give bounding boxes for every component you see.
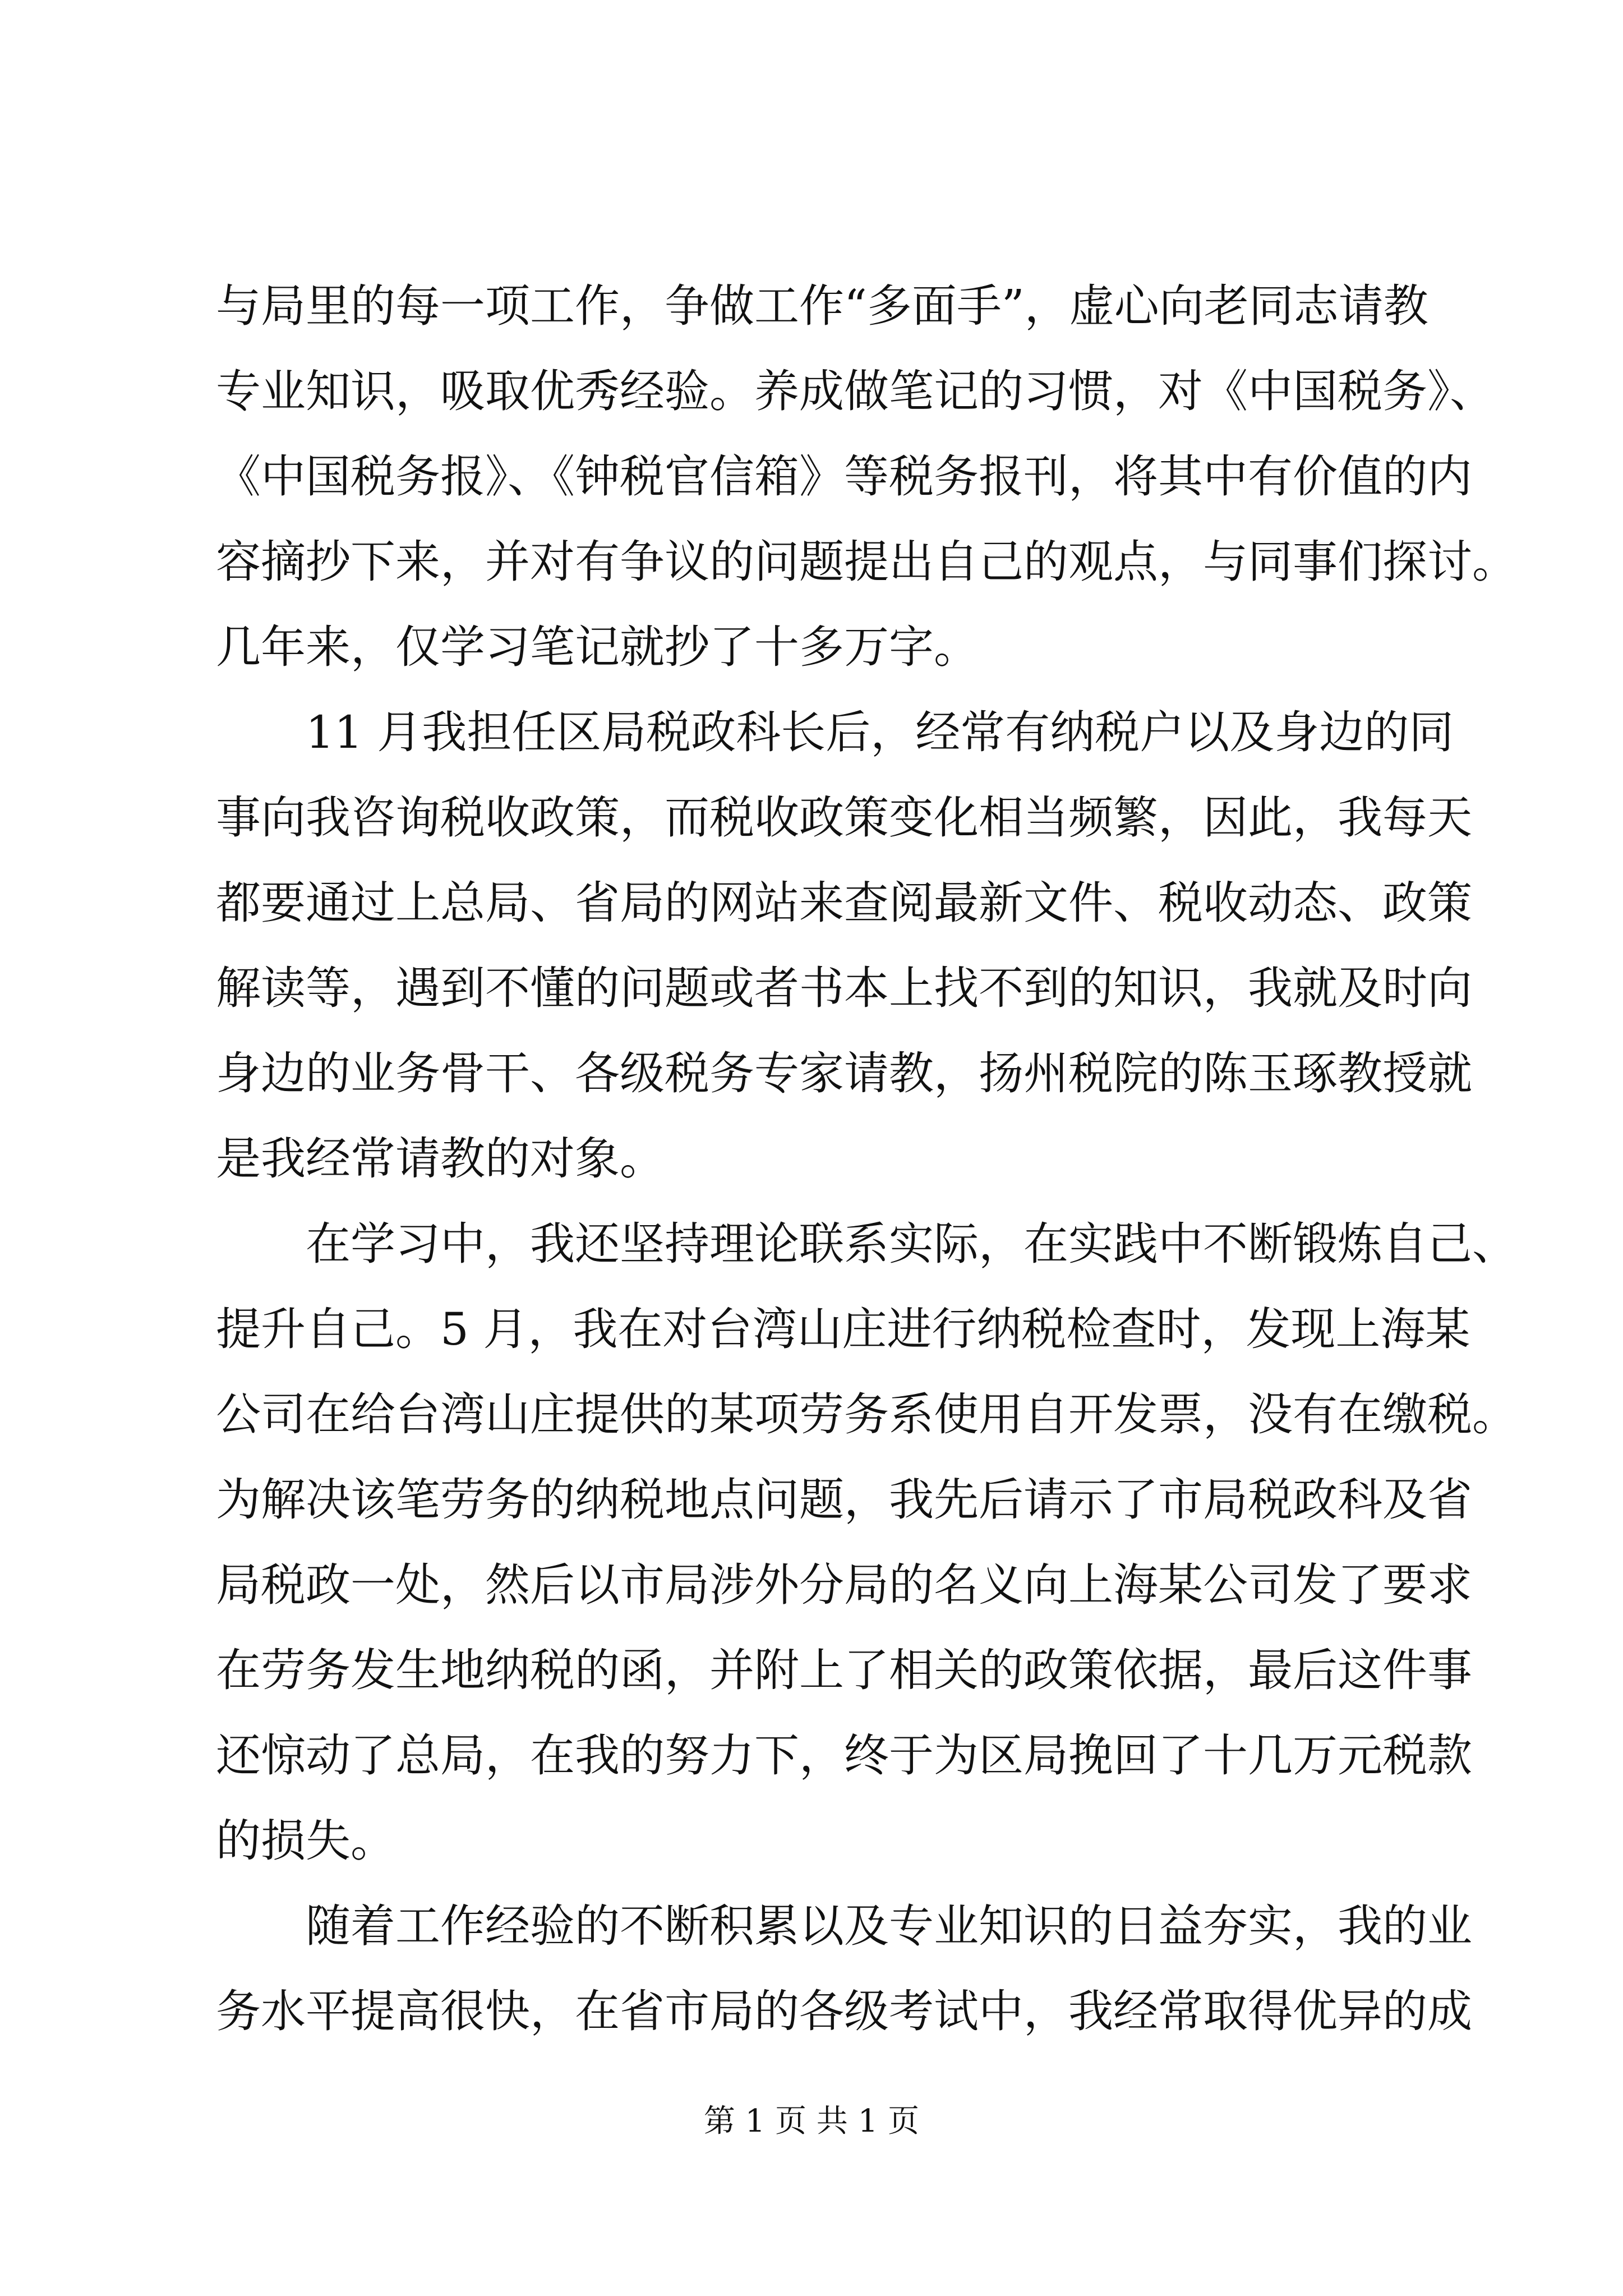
text-line: 容摘抄下来，并对有争议的问题提出自己的观点，与同事们探讨。 bbox=[216, 536, 1517, 588]
text-line: 务水平提高很快，在省市局的各级考试中，我经常取得优异的成 bbox=[216, 1985, 1472, 2037]
text-line: 在劳务发生地纳税的函，并附上了相关的政策依据，最后这件事 bbox=[216, 1644, 1472, 1696]
text-line: 的损失。 bbox=[216, 1815, 395, 1867]
paragraph-first-line: 在学习中，我还坚持理论联系实际，在实践中不断锻炼自己、 bbox=[306, 1218, 1517, 1270]
text-line: 专业知识，吸取优秀经验。养成做笔记的习惯，对《中国税务》、 bbox=[216, 365, 1495, 417]
text-line: 《中国税务报》、《钟税官信箱》等税务报刊，将其中有价值的内 bbox=[216, 450, 1472, 503]
text-line: 解读等，遇到不懂的问题或者书本上找不到的知识，我就及时向 bbox=[216, 962, 1472, 1014]
page-number-footer: 第 1 页 共 1 页 bbox=[703, 2103, 920, 2139]
paragraph-first-line: 11 月我担任区局税政科长后，经常有纳税户以及身边的同 bbox=[306, 706, 1454, 758]
text-line: 都要通过上总局、省局的网站来查阅最新文件、税收动态、政策 bbox=[216, 877, 1472, 929]
text-line: 与局里的每一项工作，争做工作“多面手”，虚心向老同志请教 bbox=[216, 280, 1428, 332]
text-line: 提升自己。5 月，我在对台湾山庄进行纳税检查时，发现上海某 bbox=[216, 1303, 1470, 1355]
text-line: 为解决该笔劳务的纳税地点问题，我先后请示了市局税政科及省 bbox=[216, 1474, 1472, 1526]
text-line: 公司在给台湾山庄提供的某项劳务系使用自开发票，没有在缴税。 bbox=[216, 1388, 1517, 1441]
text-line: 是我经常请教的对象。 bbox=[216, 1133, 665, 1185]
text-line: 身边的业务骨干、各级税务专家请教，扬州税院的陈玉琢教授就 bbox=[216, 1047, 1472, 1099]
text-line: 事向我咨询税收政策，而税收政策变化相当频繁，因此，我每天 bbox=[216, 792, 1472, 844]
document-body bbox=[216, 264, 1517, 2054]
paragraph-first-line: 随着工作经验的不断积累以及专业知识的日益夯实，我的业 bbox=[306, 1900, 1472, 1952]
text-line: 还惊动了总局，在我的努力下，终于为区局挽回了十几万元税款 bbox=[216, 1729, 1472, 1782]
text-line: 几年来，仅学习笔记就抄了十多万字。 bbox=[216, 621, 979, 673]
text-line: 局税政一处，然后以市局涉外分局的名义向上海某公司发了要求 bbox=[216, 1559, 1472, 1611]
